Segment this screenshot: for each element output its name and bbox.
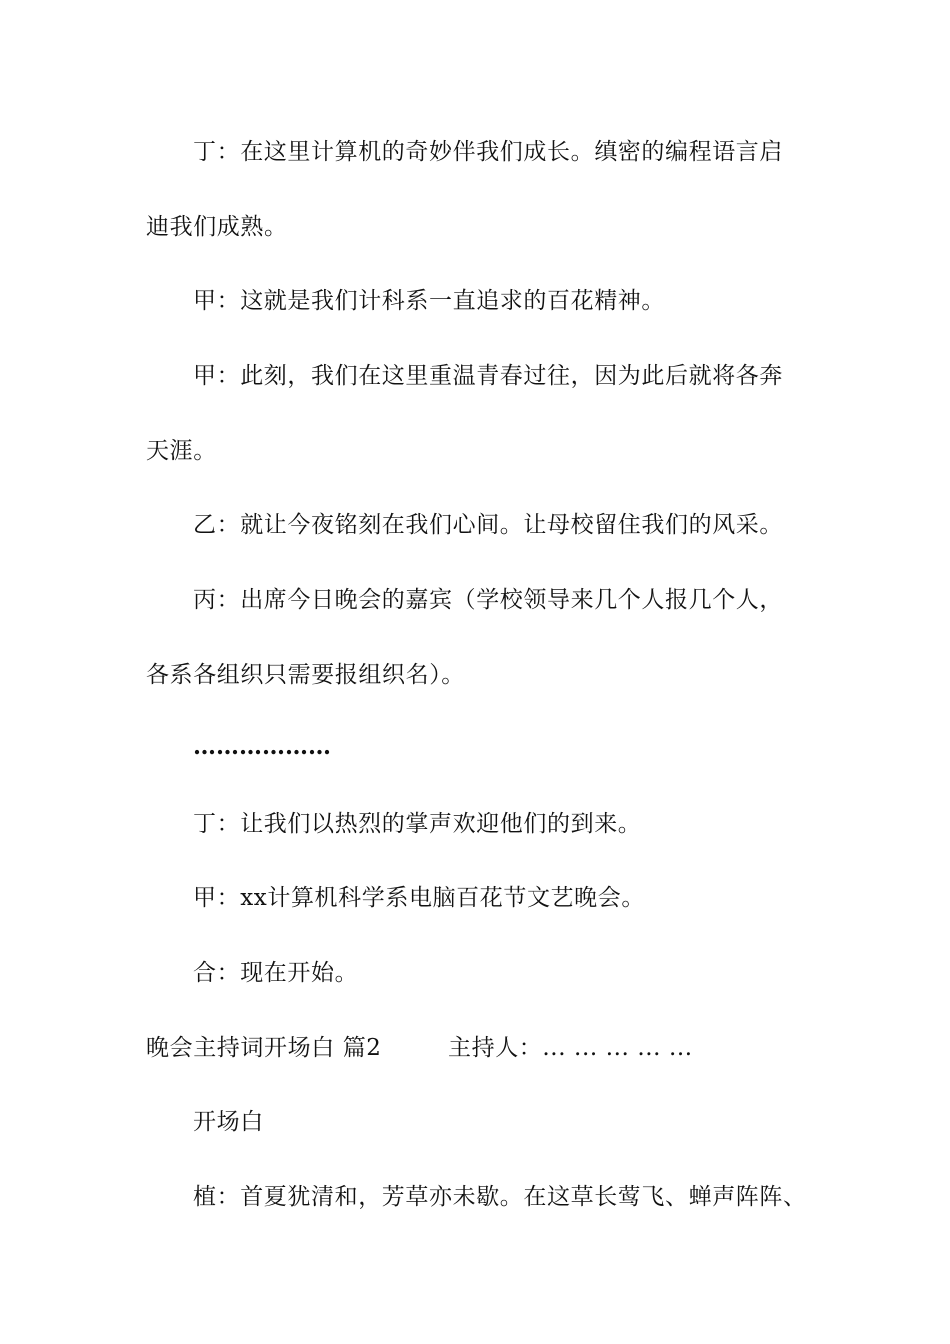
ellipsis-line: ……………… (193, 733, 331, 760)
paragraph-line: 甲：此刻，我们在这里重温青春过往，因为此后就将各奔 (193, 363, 783, 389)
section-heading: 晚会主持词开场白 篇2 (146, 1035, 382, 1061)
paragraph-line: 甲：这就是我们计科系一直追求的百花精神。 (193, 288, 665, 314)
paragraph-line: 丙：出席今日晚会的嘉宾（学校领导来几个人报几个人， (193, 587, 783, 613)
paragraph-line: 植：首夏犹清和，芳草亦未歇。在这草长莺飞、蝉声阵阵、 (193, 1184, 807, 1210)
paragraph-line: 丁：让我们以热烈的掌声欢迎他们的到来。 (193, 811, 642, 837)
opening-heading: 开场白 (193, 1109, 264, 1135)
paragraph-line: 乙：就让今夜铭刻在我们心间。让母校留住我们的风采。 (193, 512, 783, 538)
paragraph-line: 丁：在这里计算机的奇妙伴我们成长。缜密的编程语言启 (193, 139, 783, 165)
paragraph-line: 天涯。 (146, 438, 217, 464)
paragraph-line: 迪我们成熟。 (146, 214, 288, 240)
paragraph-line: 甲：xx计算机科学系电脑百花节文艺晚会。 (193, 885, 645, 911)
paragraph-line: 合：现在开始。 (193, 960, 359, 986)
host-line: 主持人：... ... ... ... ... (448, 1035, 693, 1061)
paragraph-line: 各系各组织只需要报组织名）。 (146, 662, 465, 688)
